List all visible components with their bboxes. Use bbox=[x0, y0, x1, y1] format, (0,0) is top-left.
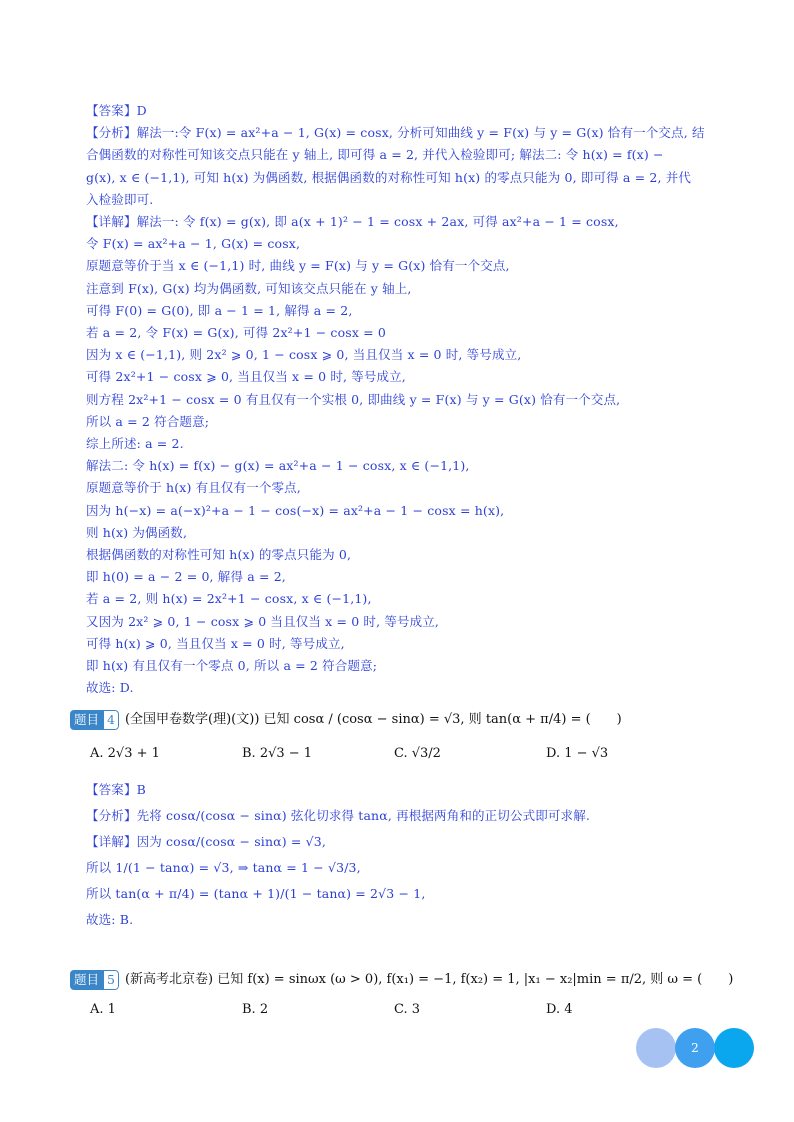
option-a[interactable]: A. 2√3 + 1 bbox=[90, 746, 160, 761]
answer-line: 【答案】D bbox=[86, 103, 147, 118]
detail-line: 【详解】解法一: 令 f(x) = g(x), 即 a(x + 1)² − 1 = cosx + 2ax, 可得 ax²+a − 1 = cosx, bbox=[86, 214, 619, 230]
problem-4-stem: (全国甲卷数学(理)(文)) 已知 cosα / (cosα − sinα) = √3, 则 tan(α + π/4) = ( ) bbox=[124, 712, 622, 727]
problem-5-stem-row bbox=[70, 968, 750, 992]
problem-4-stem-row bbox=[70, 708, 750, 732]
option-d[interactable]: D. 1 − √3 bbox=[546, 746, 609, 761]
problem-4-options bbox=[90, 746, 750, 761]
detail-line: 即 h(x) 有且仅有一个零点 0, 所以 a = 2 符合题意; bbox=[86, 658, 378, 674]
detail-line: 因为 x ∈ (−1,1), 则 2x² ⩾ 0, 1 − cosx ⩾ 0, 当且仅当 x = 0 时, 等号成立, bbox=[86, 347, 522, 363]
solution-4 bbox=[86, 777, 750, 933]
detail-line: 原题意等价于 h(x) 有且仅有一个零点, bbox=[86, 480, 301, 496]
choice-line: 故选: D. bbox=[86, 680, 134, 696]
analysis-line: 入检验即可. bbox=[86, 191, 154, 207]
detail-line: 所以 a = 2 符合题意; bbox=[86, 413, 210, 429]
problem-5 bbox=[70, 968, 750, 1017]
detail-line: 则 h(x) 为偶函数, bbox=[86, 524, 188, 540]
detail-line: 注意到 F(x), G(x) 均为偶函数, 可知该交点只能在 y 轴上, bbox=[86, 280, 412, 296]
detail-line: 则方程 2x²+1 − cosx = 0 有且仅有一个实根 0, 即曲线 y = F(x) 与 y = G(x) 恰有一个交点, bbox=[86, 391, 621, 407]
option-c[interactable]: C. √3/2 bbox=[394, 746, 441, 761]
detail-line: 原题意等价于当 x ∈ (−1,1) 时, 曲线 y = F(x) 与 y = G(x) 恰有一个交点, bbox=[86, 258, 510, 274]
analysis-line: 【分析】解法一:令 F(x) = ax²+a − 1, G(x) = cosx, 分析可知曲线 y = F(x) 与 y = G(x) 恰有一个交点, 结 bbox=[86, 125, 705, 141]
analysis-line: 合偶函数的对称性可知该交点只能在 y 轴上, 即可得 a = 2, 并代入检验即可; 解法二: 令 h(x) = f(x) − bbox=[86, 147, 664, 163]
problem-tag-label: 题目 bbox=[70, 970, 103, 990]
detail-line: 【详解】因为 cosα/(cosα − sinα) = √3, bbox=[86, 834, 326, 849]
detail-line: 若 a = 2, 令 F(x) = G(x), 可得 2x²+1 − cosx = 0 bbox=[86, 325, 386, 341]
detail-line: 可得 h(x) ⩾ 0, 当且仅当 x = 0 时, 等号成立, bbox=[86, 635, 345, 651]
detail-line: 综上所述: a = 2. bbox=[86, 436, 184, 452]
detail-line: 解法二: 令 h(x) = f(x) − g(x) = ax²+a − 1 − cosx, x ∈ (−1,1), bbox=[86, 458, 470, 474]
detail-line: 即 h(0) = a − 2 = 0, 解得 a = 2, bbox=[86, 569, 286, 585]
page-number: 2 bbox=[675, 1028, 715, 1068]
solution-3 bbox=[86, 100, 736, 699]
detail-line: 所以 1/(1 − tanα) = √3, ⇒ tanα = 1 − √3/3, bbox=[86, 860, 361, 875]
problem-5-stem: (新高考北京卷) 已知 f(x) = sinωx (ω > 0), f(x₁) = −1, f(x₂) = 1, |x₁ − x₂|min = π/2, 则 ω = ( ) bbox=[124, 972, 734, 987]
option-a[interactable]: A. 1 bbox=[90, 1002, 116, 1017]
problem-4 bbox=[70, 708, 750, 933]
analysis-line: 【分析】先将 cosα/(cosα − sinα) 弦化切求得 tanα, 再根据两角和的正切公式即可求解. bbox=[86, 808, 590, 823]
option-b[interactable]: B. 2√3 − 1 bbox=[242, 746, 313, 761]
problem-tag-number: 4 bbox=[103, 710, 119, 730]
detail-line: 可得 2x²+1 − cosx ⩾ 0, 当且仅当 x = 0 时, 等号成立, bbox=[86, 369, 406, 385]
detail-line: 令 F(x) = ax²+a − 1, G(x) = cosx, bbox=[86, 236, 301, 252]
problem-5-options bbox=[90, 1002, 750, 1017]
option-d[interactable]: D. 4 bbox=[546, 1002, 573, 1017]
badge-circle-right bbox=[714, 1028, 754, 1068]
page-number-badge bbox=[636, 1028, 754, 1068]
detail-line: 所以 tan(α + π/4) = (tanα + 1)/(1 − tanα) = 2√3 − 1, bbox=[86, 886, 426, 901]
problem-tag bbox=[70, 710, 119, 730]
problem-tag-label: 题目 bbox=[70, 710, 103, 730]
detail-line: 因为 h(−x) = a(−x)²+a − 1 − cos(−x) = ax²+a − 1 − cosx = h(x), bbox=[86, 502, 505, 518]
detail-line: 根据偶函数的对称性可知 h(x) 的零点只能为 0, bbox=[86, 547, 352, 563]
badge-circle-left bbox=[636, 1028, 676, 1068]
detail-line: 若 a = 2, 则 h(x) = 2x²+1 − cosx, x ∈ (−1,1), bbox=[86, 591, 372, 607]
detail-line: 又因为 2x² ⩾ 0, 1 − cosx ⩾ 0 当且仅当 x = 0 时, 等号成立, bbox=[86, 613, 440, 629]
detail-line: 可得 F(0) = G(0), 即 a − 1 = 1, 解得 a = 2, bbox=[86, 302, 353, 318]
option-b[interactable]: B. 2 bbox=[242, 1002, 269, 1017]
answer-line: 【答案】B bbox=[86, 782, 146, 797]
analysis-line: g(x), x ∈ (−1,1), 可知 h(x) 为偶函数, 根据偶函数的对称性可知 h(x) 的零点只能为 0, 即可得 a = 2, 并代 bbox=[86, 169, 692, 185]
choice-line: 故选: B. bbox=[86, 912, 134, 927]
option-c[interactable]: C. 3 bbox=[394, 1002, 421, 1017]
problem-tag bbox=[70, 970, 119, 990]
problem-tag-number: 5 bbox=[103, 970, 119, 990]
